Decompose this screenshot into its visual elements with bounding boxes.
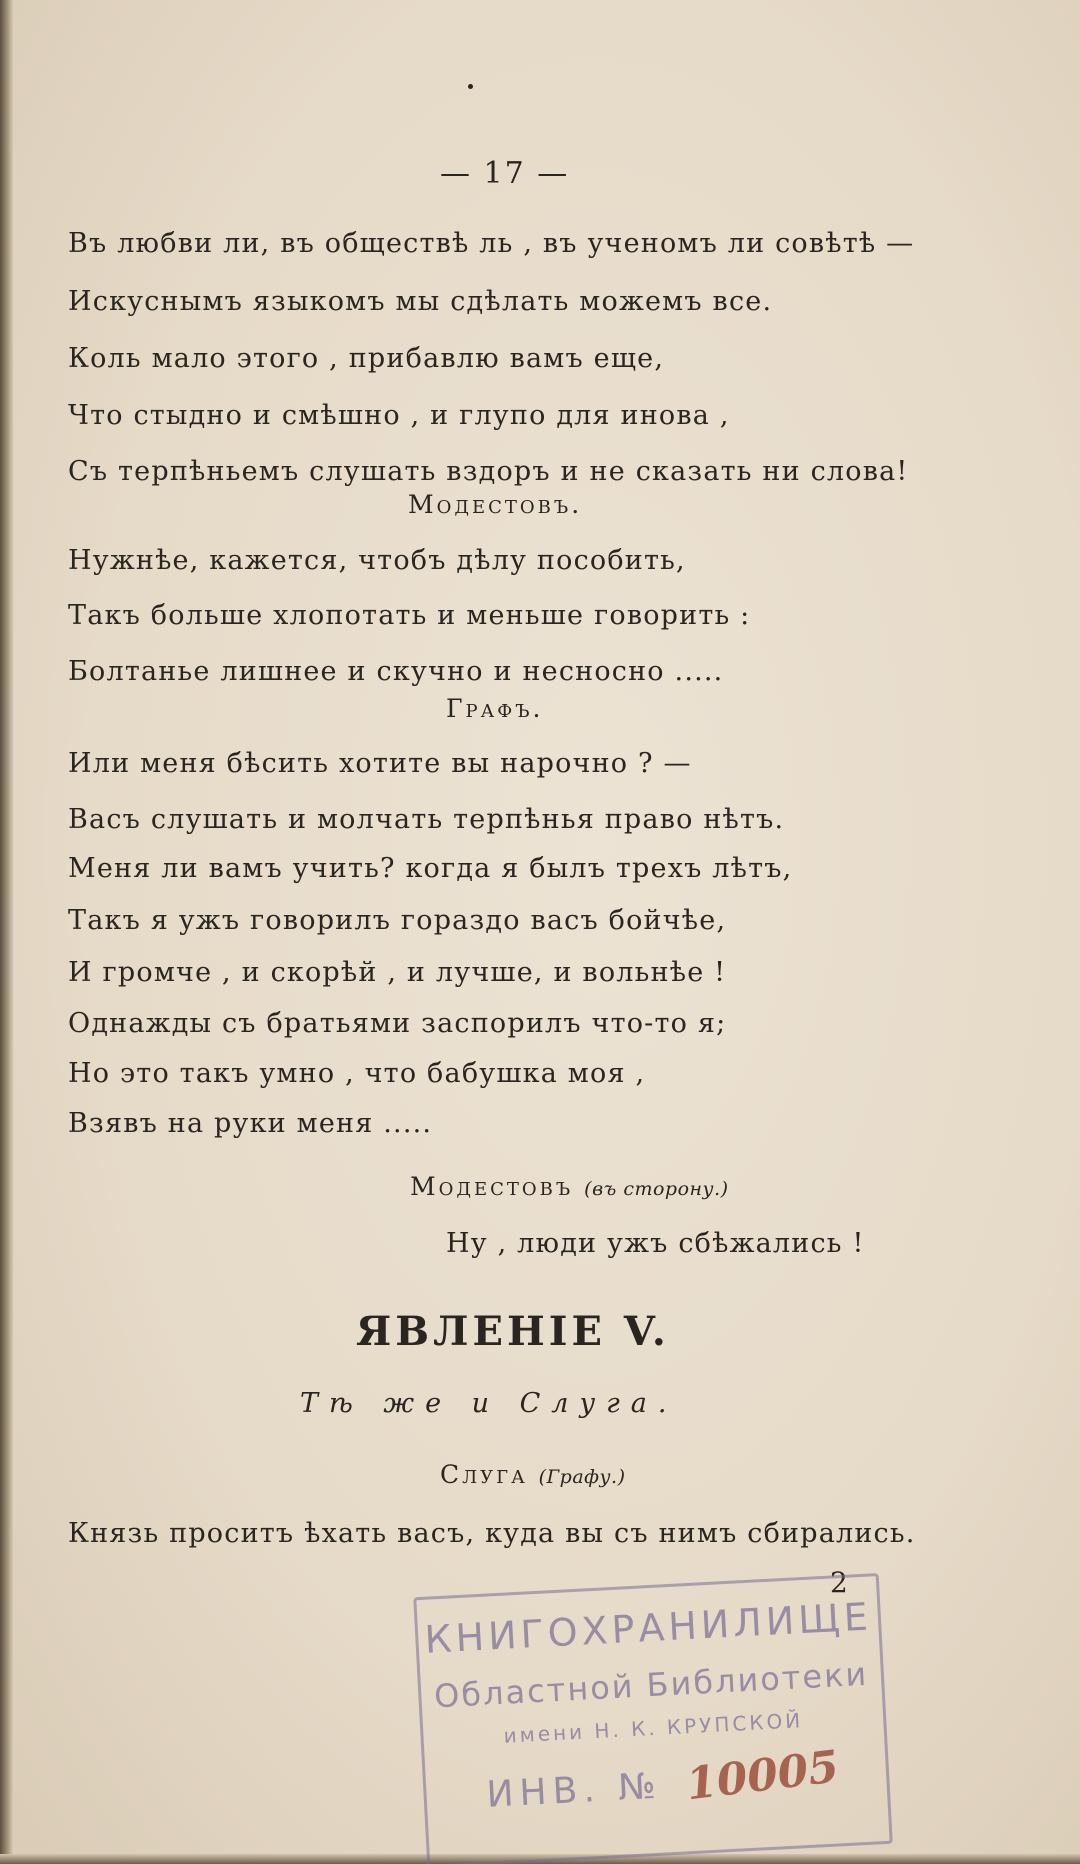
verse-line: Или меня бѣсить хотите вы нарочно ? —: [68, 748, 692, 779]
speaker-name-text: Модестовъ: [410, 1172, 574, 1201]
verse-line: Васъ слушать и молчать терпѣнья право нѣтъ.: [68, 804, 785, 835]
verse-line: Ну , люди ужъ сбѣжались !: [446, 1228, 865, 1259]
ink-speck: [468, 84, 473, 89]
speaker-name: [440, 1460, 626, 1489]
verse-line: Нужнѣе, кажется, чтобъ дѣлу пособить,: [68, 545, 686, 576]
library-stamp: [413, 1573, 893, 1864]
speaker-name: Модестовъ.: [408, 490, 583, 519]
stage-direction: (Графу.): [538, 1466, 626, 1488]
verse-line: Коль мало этого , прибавлю вамъ еще,: [68, 343, 665, 374]
verse-line: Меня ли вамъ учить? когда я былъ трехъ лѣтъ,: [68, 853, 793, 884]
verse-line: Съ терпѣньемъ слушать вздоръ и не сказать ни слова!: [68, 456, 909, 487]
stamp-inventory-number: 10005: [683, 1741, 842, 1811]
page-number: — 17 —: [440, 156, 570, 191]
verse-line: И громче , и скорѣй , и лучше, и вольнѣе !: [68, 957, 727, 988]
speaker-name-text: Слуга: [440, 1460, 528, 1489]
signature-mark: 2: [830, 1566, 848, 1599]
verse-line: Князь проситъ ѣхать васъ, куда вы съ нимъ сбирались.: [68, 1518, 916, 1549]
verse-line: Что стыдно и смѣшно , и глупо для инова ,: [68, 400, 730, 431]
scene-cast: Тѣ же и Слуга.: [300, 1388, 678, 1419]
stage-direction: (въ сторону.): [584, 1178, 729, 1200]
verse-line: Но это такъ умно , что бабушка моя ,: [68, 1058, 646, 1089]
verse-line: Взявъ на руки меня .....: [68, 1108, 433, 1139]
verse-line: Болтанье лишнее и скучно и несносно .....: [68, 656, 724, 687]
stamp-line-1: КНИГОХРАНИЛИЩЕ: [423, 1594, 873, 1662]
speaker-name: Графъ.: [446, 694, 544, 723]
verse-line: Такъ больше хлопотать и меньше говорить :: [68, 600, 751, 631]
scene-title: ЯВЛЕНІЕ V.: [356, 1308, 670, 1355]
page-spine-shadow: [0, 0, 14, 1864]
stamp-line-2: Областной Библиотеки: [433, 1654, 870, 1716]
verse-line: Однажды съ братьями заспорилъ что-то я;: [68, 1008, 727, 1039]
verse-line: Въ любви ли, въ обществѣ ль , въ ученомъ ли совѣтѣ —: [68, 228, 915, 259]
stamp-inventory-label: ИНВ. №: [485, 1765, 663, 1816]
verse-line: Такъ я ужъ говорилъ гораздо васъ бойчѣе,: [68, 905, 727, 936]
speaker-name: [410, 1172, 729, 1201]
stamp-line-3: имени Н. К. КРУПСКОЙ: [503, 1708, 804, 1748]
verse-line: Искуснымъ языкомъ мы сдѣлать можемъ все.: [68, 286, 773, 317]
